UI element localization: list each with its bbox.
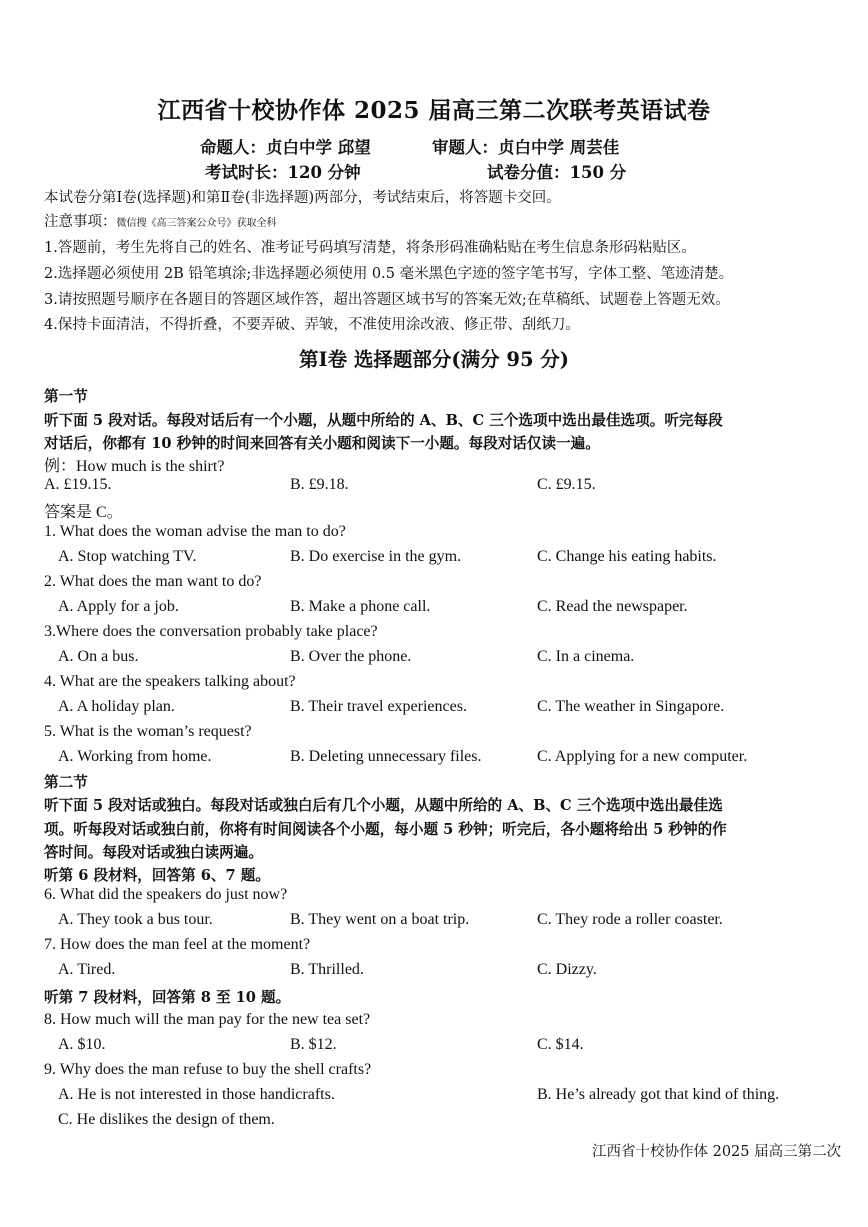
question-1: 1. What does the woman advise the man to do? — [44, 523, 346, 540]
option-c: C. In a cinema. — [537, 648, 635, 665]
example-answer: 答案是 C。 — [44, 504, 123, 521]
notice-item: 4.保持卡面清洁，不得折叠，不要弄破、弄皱，不准使用涂改液、修正带、刮纸刀。 — [44, 317, 580, 333]
question-7: 7. How does the man feel at the moment? — [44, 936, 311, 953]
option-a: A. Working from home. — [58, 748, 212, 765]
option-a: A. Apply for a job. — [58, 598, 179, 615]
example-option-b: B. £9.18. — [290, 476, 349, 493]
option-c: C. He dislikes the design of them. — [58, 1111, 275, 1128]
score-text: 试卷分值：150 分 — [487, 163, 627, 182]
part1-label: 第一节 — [44, 388, 88, 405]
option-c: C. Change his eating habits. — [537, 548, 717, 565]
intro-text: 本试卷分第Ⅰ卷(选择题)和第Ⅱ卷(非选择题)两部分，考试结束后，将答题卡交回。 — [44, 190, 561, 206]
option-a: A. He is not interested in those handicrafts. — [58, 1086, 335, 1103]
duration-text: 考试时长：120 分钟 — [205, 163, 361, 182]
option-b: B. They went on a boat trip. — [290, 911, 470, 928]
example-option-a: A. £19.15. — [44, 476, 112, 493]
page-footer: 江西省十校协作体 2025 届高三第二次 — [592, 1144, 842, 1160]
option-c: C. $14. — [537, 1036, 584, 1053]
option-c: C. They rode a roller coaster. — [537, 911, 723, 928]
notice-label: 注意事项： — [44, 214, 117, 230]
part2-instruction: 项。听每段对话或独白前，你将有时间阅读各个小题，每小题 5 秒钟；听完后，各小题将给出 5 秒钟的作 — [44, 821, 727, 838]
example-option-c: C. £9.15. — [537, 476, 596, 493]
exam-title: 江西省十校协作体 2025 届高三第二次联考英语试卷 — [157, 97, 711, 124]
option-c: C. Read the newspaper. — [537, 598, 688, 615]
option-b: B. Their travel experiences. — [290, 698, 467, 715]
question-8: 8. How much will the man pay for the new tea set? — [44, 1011, 371, 1028]
notice-item: 1.答题前，考生先将自己的姓名、准考证号码填写清楚，将条形码准确粘贴在考生信息条形码粘贴区。 — [44, 240, 696, 256]
option-a: A. Tired. — [58, 961, 116, 978]
option-b: B. Thrilled. — [290, 961, 364, 978]
option-b: B. Do exercise in the gym. — [290, 548, 462, 565]
question-9: 9. Why does the man refuse to buy the shell crafts? — [44, 1061, 372, 1078]
option-b: B. Make a phone call. — [290, 598, 431, 615]
notice-item: 2.选择题必须使用 2B 铅笔填涂;非选择题必须使用 0.5 毫米黑色字迹的签字笔书写，字体工整、笔迹清楚。 — [44, 266, 734, 282]
section-title: 第Ⅰ卷 选择题部分(满分 95 分) — [298, 348, 570, 371]
part2-instruction: 听下面 5 段对话或独白。每段对话或独白后有几个小题，从题中所给的 A、B、C 三个选项中选出最佳选 — [44, 797, 723, 814]
notice-small-text: 微信搜《高三答案公众号》获取全科 — [116, 218, 277, 229]
question-3: 3.Where does the conversation probably take place? — [44, 623, 378, 640]
option-a: A. They took a bus tour. — [58, 911, 213, 928]
question-5: 5. What is the woman’s request? — [44, 723, 252, 740]
option-b: B. Deleting unnecessary files. — [290, 748, 482, 765]
part2-instruction: 答时间。每段对话或独白读两遍。 — [44, 844, 263, 861]
option-c: C. Applying for a new computer. — [537, 748, 748, 765]
option-c: C. Dizzy. — [537, 961, 597, 978]
material-7-heading: 听第 7 段材料，回答第 8 至 10 题。 — [44, 989, 291, 1006]
question-4: 4. What are the speakers talking about? — [44, 673, 296, 690]
notice-item: 3.请按照题号顺序在各题目的答题区域作答，超出答题区域书写的答案无效;在草稿纸、试题卷上答题无效。 — [44, 292, 730, 308]
option-c: C. The weather in Singapore. — [537, 698, 725, 715]
option-a: A. On a bus. — [58, 648, 139, 665]
notice-heading — [44, 210, 277, 231]
material-6-heading: 听第 6 段材料，回答第 6、7 题。 — [44, 867, 270, 884]
option-b: B. He’s already got that kind of thing. — [537, 1086, 780, 1103]
part2-label: 第二节 — [44, 774, 88, 791]
part1-instruction: 对话后，你都有 10 秒钟的时间来回答有关小题和阅读下一小题。每段对话仅读一遍。 — [44, 435, 600, 452]
setter-text: 命题人：贞白中学 邱望 — [200, 138, 371, 157]
example-question: 例：How much is the shirt? — [44, 458, 225, 475]
option-a: A. A holiday plan. — [58, 698, 175, 715]
option-a: A. Stop watching TV. — [58, 548, 197, 565]
option-a: A. $10. — [58, 1036, 106, 1053]
reviewer-text: 审题人：贞白中学 周芸佳 — [432, 138, 620, 157]
option-b: B. $12. — [290, 1036, 337, 1053]
part1-instruction: 听下面 5 段对话。每段对话后有一个小题，从题中所给的 A、B、C 三个选项中选出最佳选项。听完每段 — [44, 412, 723, 429]
question-6: 6. What did the speakers do just now? — [44, 886, 288, 903]
question-2: 2. What does the man want to do? — [44, 573, 262, 590]
option-b: B. Over the phone. — [290, 648, 412, 665]
